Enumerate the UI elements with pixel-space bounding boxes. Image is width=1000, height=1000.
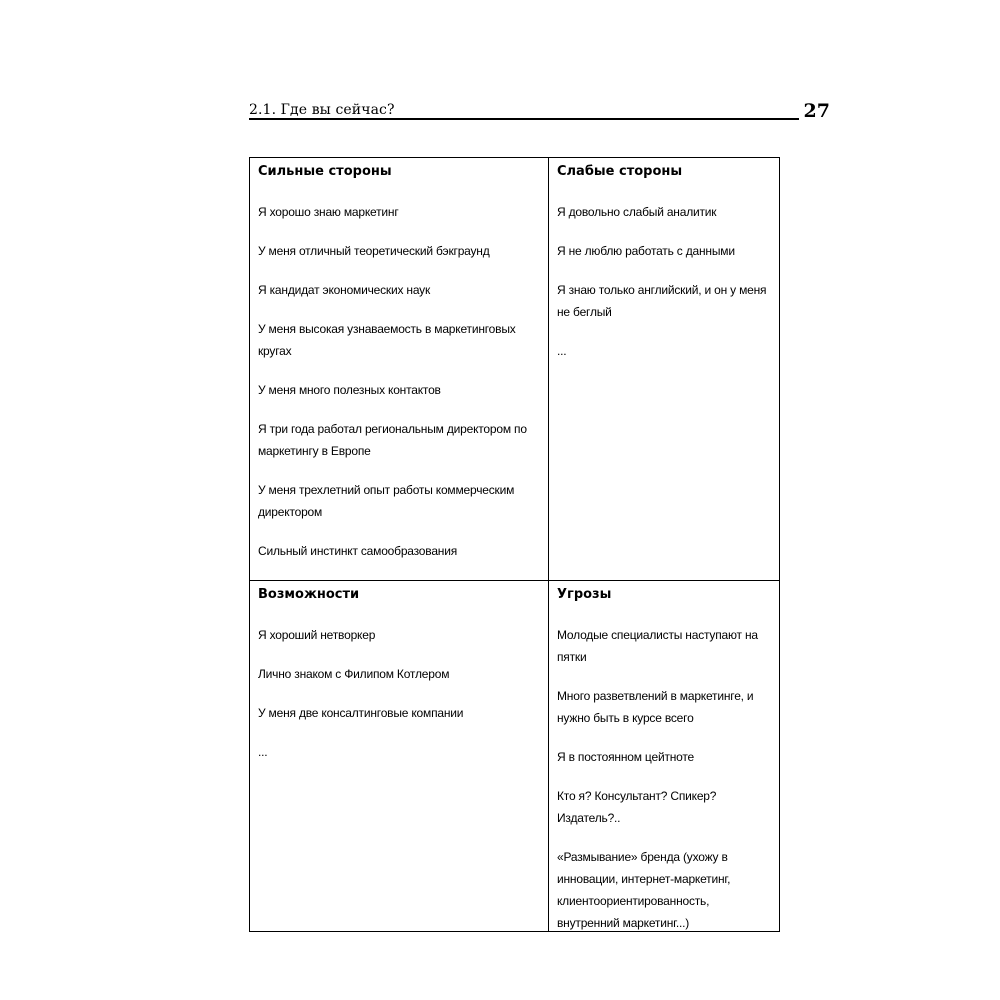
threats-cell (549, 581, 779, 931)
list-item: Лично знаком с Филипом Котлером (258, 667, 450, 681)
list-item: Я в постоянном цейтноте (557, 750, 695, 764)
list-item: Молодые специалисты наступают на пятки (557, 628, 758, 664)
strengths-title: Сильные стороны (258, 164, 392, 179)
strengths-list (258, 201, 540, 581)
list-item: Кто я? Консультант? Спикер? Издатель?.. (557, 789, 717, 825)
section-title: 2.1. Где вы сейчас? (249, 102, 395, 118)
weaknesses-cell (549, 158, 779, 581)
weaknesses-list (557, 201, 771, 362)
list-item: У меня отличный теоретический бэкграунд (258, 244, 490, 258)
threats-list (557, 624, 771, 931)
list-item: Я три года работал региональным директором по маркетингу в Европе (258, 422, 527, 458)
opportunities-list (258, 624, 540, 763)
header-rule (249, 118, 799, 120)
threats-title: Угрозы (557, 587, 612, 602)
opportunities-title: Возможности (258, 587, 360, 602)
list-item: ... (258, 745, 268, 759)
list-item: Я хорошо знаю маркетинг (258, 205, 399, 219)
list-item: У меня две консалтинговые компании (258, 706, 464, 720)
opportunities-cell (250, 581, 549, 931)
list-item: У меня трехлетний опыт работы коммерческим директором (258, 483, 515, 519)
list-item: «Размывание» бренда (ухожу в инновации, интернет-маркетинг, клиентоориентированность, внутренний маркетинг...) (557, 850, 731, 930)
strengths-cell (250, 158, 549, 581)
running-head (249, 100, 830, 130)
list-item: Я знаю только английский, и он у меня не беглый (557, 283, 767, 319)
page-number: 27 (803, 100, 830, 122)
list-item: Я кандидат экономических наук (258, 283, 431, 297)
list-item: Я не люблю работать с данными (557, 244, 735, 258)
list-item: У меня много полезных контактов (258, 383, 441, 397)
list-item: Я хороший нетворкер (258, 628, 376, 642)
list-item: Я довольно слабый аналитик (557, 205, 717, 219)
list-item: У меня высокая узнаваемость в маркетинговых кругах (258, 322, 516, 358)
weaknesses-title: Слабые стороны (557, 164, 683, 179)
list-item: Много разветвлений в маркетинге, и нужно быть в курсе всего (557, 689, 754, 725)
swot-table (249, 157, 780, 932)
list-item: Сильный инстинкт самообразования (258, 544, 458, 558)
list-item: ... (557, 344, 567, 358)
